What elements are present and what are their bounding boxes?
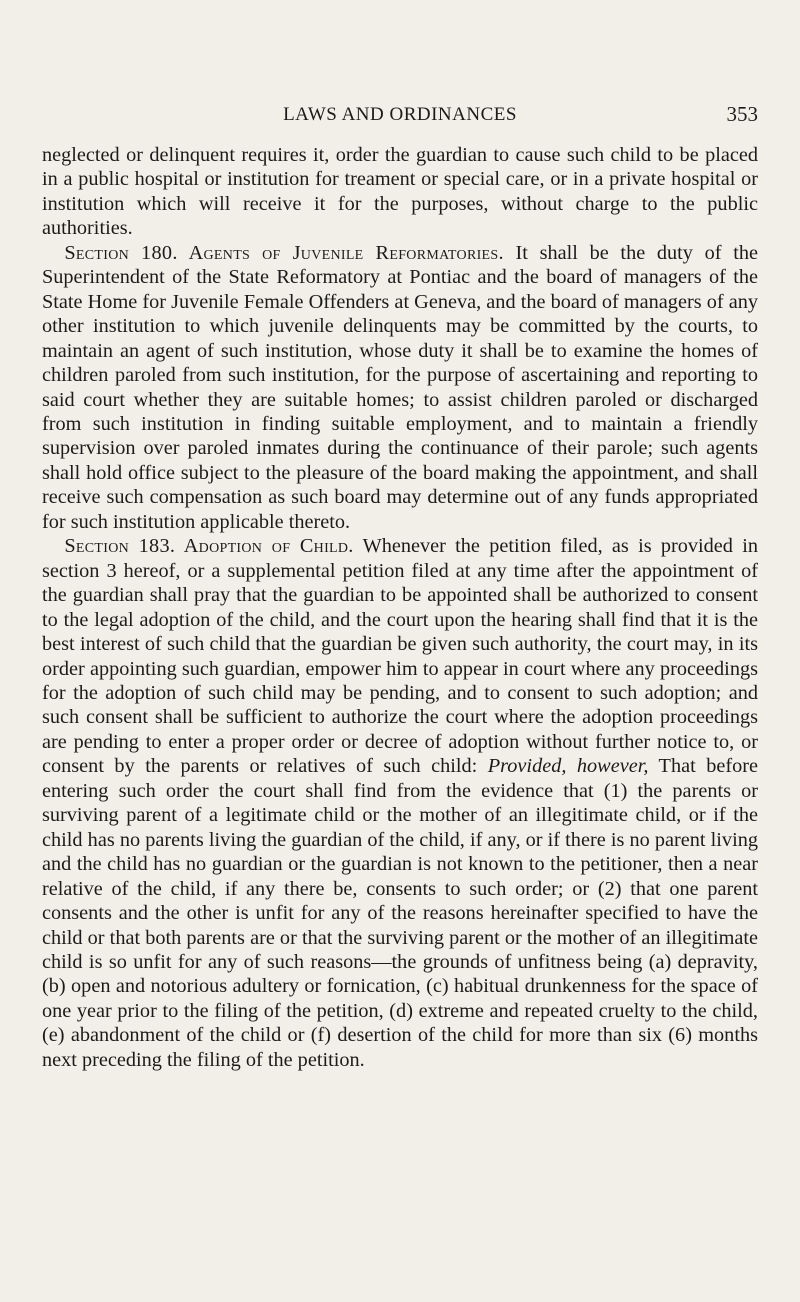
- running-head: [42, 102, 758, 130]
- paragraph-text: It shall be the duty of the Superintendent of the State Reformatory at Pontiac and the board of managers of the State Home for Juvenile Female Offenders at Geneva, and the board of managers of any other institution to which juvenile delinquents may be committed by the courts, to maintain an agent of such institution, whose duty it shall be to examine the homes of children paroled from such institution, for the purpose of ascertaining and reporting to said court whether they are suitable homes; to assist children paroled or discharged from such institution in finding suitable employment, and to maintain a friendly supervision over paroled inmates during the continuance of their parole; such agents shall hold office subject to the pleasure of the board making the appointment, and shall receive such compensation as such board may determine out of any funds appropriated for such institution applicable thereto.: [42, 241, 758, 533]
- paragraph-text: neglected or delinquent requires it, order the guardian to cause such child to be placed in a public hospital or institution for treament or special care, or in a private hospital or institution which will receive it for the purposes, without charge to the public authorities.: [42, 144, 758, 240]
- paragraph-section-180: [42, 241, 758, 534]
- body-text: [42, 143, 758, 1072]
- running-title: LAWS AND ORDINANCES: [283, 104, 517, 125]
- paragraph-text: That before entering such order the court shall find from the evidence that (1) the parents or surviving parent of a legitimate child or the mother of an illegitimate child, or if the child has no parents living the guardian of the child, if any, or if there is no parent living and the child has no guardian or the guardian is not known to the petitioner, then a near relative of the child, if any there be, consents to such order; or (2) that one parent consents and the other is unfit for any of the reasons hereinafter specified to have the child or that both parents are or that the surviving parent or the mother of an illegitimate child is so unfit for any of such reasons—the grounds of unfitness being (a) depravity, (b) open and notorious adultery or fornication, (c) habitual drunkenness for the space of one year prior to the filing of the petition, (d) extreme and repeated cruelty to the child, (e) abandonment of the child or (f) desertion of the child for more than six (6) months next preceding the filing of the petition.: [42, 755, 758, 1071]
- page-number: 353: [726, 102, 758, 126]
- section-heading-183: Section 183. Adoption of Child.: [64, 535, 354, 558]
- proviso-italic: Provided, however,: [487, 755, 649, 778]
- paragraph-continuation: [42, 143, 758, 241]
- section-heading-180: Section 180. Agents of Juvenile Reformatories.: [64, 241, 504, 264]
- paragraph-section-183: [42, 534, 758, 1072]
- paragraph-text: Whenever the petition filed, as is provided in section 3 hereof, or a supplemental petition filed at any time after the appointment of the guardian shall pray that the guardian to be appointed shall be authorized to consent to the legal adoption of the child, and the court upon the hearing shall find that it is the best interest of such child that the guardian be given such authority, the court may, in its order appointing such guardian, empower him to appear in court where any proceedings for the adoption of such child may be pending, and to consent to such adoption; and such consent shall be sufficient to authorize the court where the adoption proceedings are pending to enter a proper order or decree of adoption without further notice to, or consent by the parents or relatives of such child:: [42, 535, 758, 778]
